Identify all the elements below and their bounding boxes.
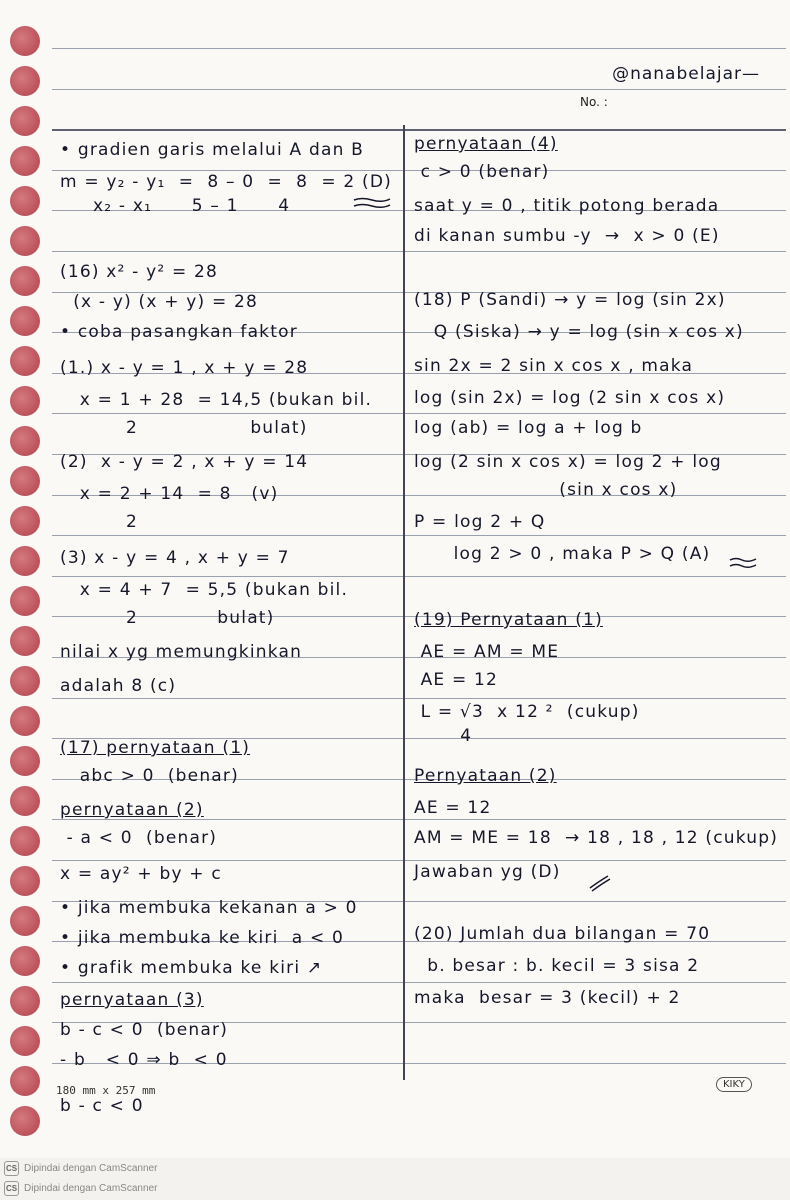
paper-size-label: 180 mm x 257 mm: [56, 1084, 156, 1097]
left-note-line: x = 4 + 7 = 5,5 (bukan bil.: [60, 580, 349, 600]
binder-hole: [10, 226, 40, 256]
right-note-line: sin 2x = 2 sin x cos x , maka: [414, 356, 694, 376]
binder-hole: [10, 426, 40, 456]
right-note-line: AM = ME = 18 → 18 , 18 , 12 (cukup): [414, 828, 779, 848]
scanner-footer-1: [0, 1158, 790, 1178]
right-note-line: AE = 12: [414, 670, 499, 690]
right-note-line: Q (Siska) → y = log (sin x cos x): [414, 322, 744, 342]
camscanner-icon-2: CS: [4, 1181, 19, 1196]
left-note-line: b - c < 0: [60, 1096, 144, 1116]
ruled-line: [52, 860, 786, 861]
binder-hole: [10, 106, 40, 136]
binder-hole: [10, 466, 40, 496]
binder-hole: [10, 1066, 40, 1096]
left-note-line: - a < 0 (benar): [60, 828, 218, 848]
right-note-line: log (ab) = log a + log b: [414, 418, 643, 438]
right-note-line: b. besar : b. kecil = 3 sisa 2: [414, 956, 700, 976]
left-note-line: b - c < 0 (benar): [60, 1020, 229, 1040]
binder-hole: [10, 906, 40, 936]
right-note-line: P = log 2 + Q: [414, 512, 546, 532]
binder-hole: [10, 346, 40, 376]
binder-hole: [10, 306, 40, 336]
right-note-line: c > 0 (benar): [414, 162, 550, 182]
right-note-line: log (2 sin x cos x) = log 2 + log: [414, 452, 722, 472]
ruled-line: [52, 535, 786, 536]
binder-hole: [10, 546, 40, 576]
left-note-line: pernyataan (2): [60, 800, 204, 820]
binder-hole: [10, 746, 40, 776]
right-note-line: pernyataan (4): [414, 134, 558, 154]
ruled-line: [52, 413, 786, 414]
right-note-line: (19) Pernyataan (1): [414, 610, 603, 630]
left-note-line: • grafik membuka ke kiri ↗: [60, 958, 323, 978]
right-note-line: (sin x cos x): [414, 480, 678, 500]
left-note-line: m = y₂ - y₁ = 8 – 0 = 8 = 2 (D): [60, 172, 393, 192]
left-note-line: - b < 0 ⇒ b < 0: [60, 1050, 228, 1070]
ruled-line: [52, 251, 786, 252]
ruled-line: [52, 698, 786, 699]
ruled-line: [52, 982, 786, 983]
binder-hole: [10, 26, 40, 56]
left-note-line: (16) x² - y² = 28: [60, 262, 219, 282]
left-note-line: x = 1 + 28 = 14,5 (bukan bil.: [60, 390, 373, 410]
left-note-line: nilai x yg memungkinkan: [60, 642, 303, 662]
left-note-line: 2 bulat): [60, 608, 275, 628]
left-note-line: (1.) x - y = 1 , x + y = 28: [60, 358, 309, 378]
right-note-line: Pernyataan (2): [414, 766, 557, 786]
binder-hole: [10, 1106, 40, 1136]
ruled-line: [52, 89, 786, 90]
binder-hole: [10, 1026, 40, 1056]
binder-hole: [10, 866, 40, 896]
left-note-line: adalah 8 (c): [60, 676, 177, 696]
right-note-line: AE = 12: [414, 798, 492, 818]
right-note-line: Jawaban yg (D): [414, 862, 561, 882]
right-note-line: log (sin 2x) = log (2 sin x cos x): [414, 388, 726, 408]
binder-hole: [10, 946, 40, 976]
left-note-line: pernyataan (3): [60, 990, 204, 1010]
binder-hole: [10, 666, 40, 696]
ruled-line: [52, 576, 786, 577]
scanner-footer-text-2: Dipindai dengan CamScanner: [24, 1182, 158, 1194]
left-note-line: x = ay² + by + c: [60, 864, 222, 884]
binder-hole: [10, 586, 40, 616]
scanner-footer-2: [0, 1178, 790, 1198]
ruled-line: [52, 48, 786, 49]
right-note-line: saat y = 0 , titik potong berada: [414, 196, 720, 216]
right-note-line: maka besar = 3 (kecil) + 2: [414, 988, 681, 1008]
right-note-line: AE = AM = ME: [414, 642, 560, 662]
binder-hole: [10, 506, 40, 536]
left-note-line: • coba pasangkan faktor: [60, 322, 298, 342]
paper-brand-logo: KIKY: [716, 1077, 752, 1092]
column-divider: [403, 125, 405, 1080]
left-note-line: (17) pernyataan (1): [60, 738, 251, 758]
right-note-line: log 2 > 0 , maka P > Q (A): [414, 544, 711, 564]
right-note-line: di kanan sumbu -y → x > 0 (E): [414, 226, 720, 246]
left-note-line: • jika membuka ke kiri a < 0: [60, 928, 345, 948]
page-number-label: No. :: [580, 95, 608, 109]
left-note-line: abc > 0 (benar): [60, 766, 239, 786]
ruled-line: [52, 129, 786, 131]
left-note-line: (2) x - y = 2 , x + y = 14: [60, 452, 309, 472]
right-note-line: (20) Jumlah dua bilangan = 70: [414, 924, 711, 944]
binder-hole: [10, 986, 40, 1016]
binder-hole: [10, 386, 40, 416]
binder-hole: [10, 186, 40, 216]
binder-hole: [10, 706, 40, 736]
left-note-line: (x - y) (x + y) = 28: [60, 292, 259, 312]
binder-hole: [10, 626, 40, 656]
left-note-line: 2: [60, 512, 139, 532]
binder-hole: [10, 786, 40, 816]
binder-hole: [10, 826, 40, 856]
right-note-line: L = √3 x 12 ² (cukup): [414, 702, 640, 722]
author-handle: @nanabelajar—: [612, 64, 760, 84]
scanner-footer-text-1: Dipindai dengan CamScanner: [24, 1162, 158, 1174]
left-note-line: (3) x - y = 4 , x + y = 7: [60, 548, 290, 568]
left-note-line: • gradien garis melalui A dan B: [60, 140, 365, 160]
camscanner-icon: CS: [4, 1161, 19, 1176]
left-note-line: x₂ - x₁ 5 – 1 4: [60, 196, 291, 216]
binder-hole: [10, 266, 40, 296]
binder-hole: [10, 146, 40, 176]
right-note-line: 4: [414, 726, 473, 746]
double-underline-mark: [352, 196, 392, 210]
binder-hole: [10, 66, 40, 96]
squiggle-mark-2: [588, 872, 612, 892]
squiggle-mark: [728, 556, 758, 570]
left-note-line: 2 bulat): [60, 418, 308, 438]
left-note-line: • jika membuka kekanan a > 0: [60, 898, 358, 918]
left-note-line: x = 2 + 14 = 8 (v): [60, 484, 279, 504]
right-note-line: (18) P (Sandi) → y = log (sin 2x): [414, 290, 726, 310]
